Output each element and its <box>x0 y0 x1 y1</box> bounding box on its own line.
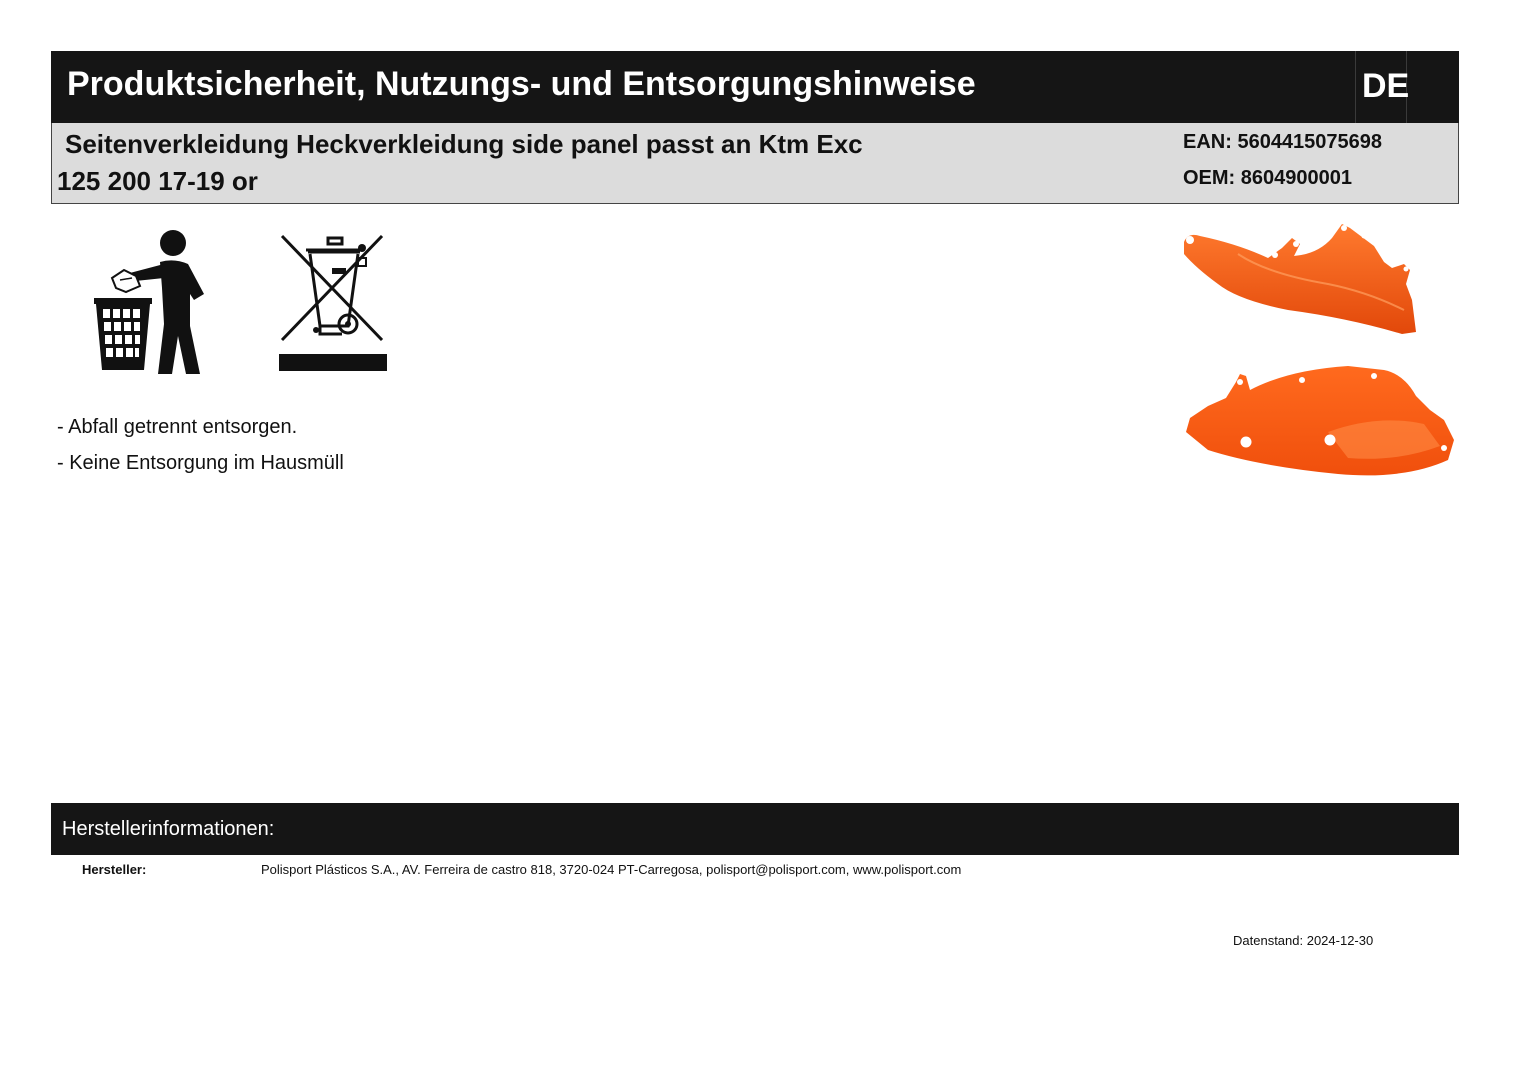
crossed-out-wheelie-bin-icon <box>278 230 390 374</box>
product-name-line-2: 125 200 17-19 or <box>57 166 258 196</box>
product-name-line-1: Seitenverkleidung Heckverkleidung side panel passt an Ktm Exc <box>65 129 863 159</box>
disposal-note: - Keine Entsorgung im Hausmüll <box>57 452 344 474</box>
oem-code: OEM: 8604900001 <box>1183 167 1353 189</box>
page-header <box>51 51 1459 123</box>
product-image-side-panel-top <box>1178 214 1460 342</box>
manufacturer-section-title: Herstellerinformationen: <box>62 818 275 840</box>
tidyman-icon <box>90 228 210 374</box>
language-label: DE <box>1362 67 1410 105</box>
product-image-side-panel-bottom <box>1178 362 1460 488</box>
language-badge <box>1355 51 1410 123</box>
page-title: Produktsicherheit, Nutzungs- und Entsorgungshinweise <box>67 65 976 103</box>
manufacturer-label: Hersteller: <box>82 862 147 877</box>
manufacturer-details: Polisport Plásticos S.A., AV. Ferreira de castro 818, 3720-024 PT-Carregosa, polisport@polisport.com, www.polisport.com <box>261 862 962 877</box>
disposal-notes <box>57 414 344 486</box>
data-datestamp: Datenstand: 2024-12-30 <box>1233 933 1374 948</box>
disposal-note: - Abfall getrennt entsorgen. <box>57 416 298 438</box>
manufacturer-header <box>51 803 1459 855</box>
ean-code: EAN: 5604415075698 <box>1183 131 1383 153</box>
product-info-bar <box>51 123 1459 204</box>
